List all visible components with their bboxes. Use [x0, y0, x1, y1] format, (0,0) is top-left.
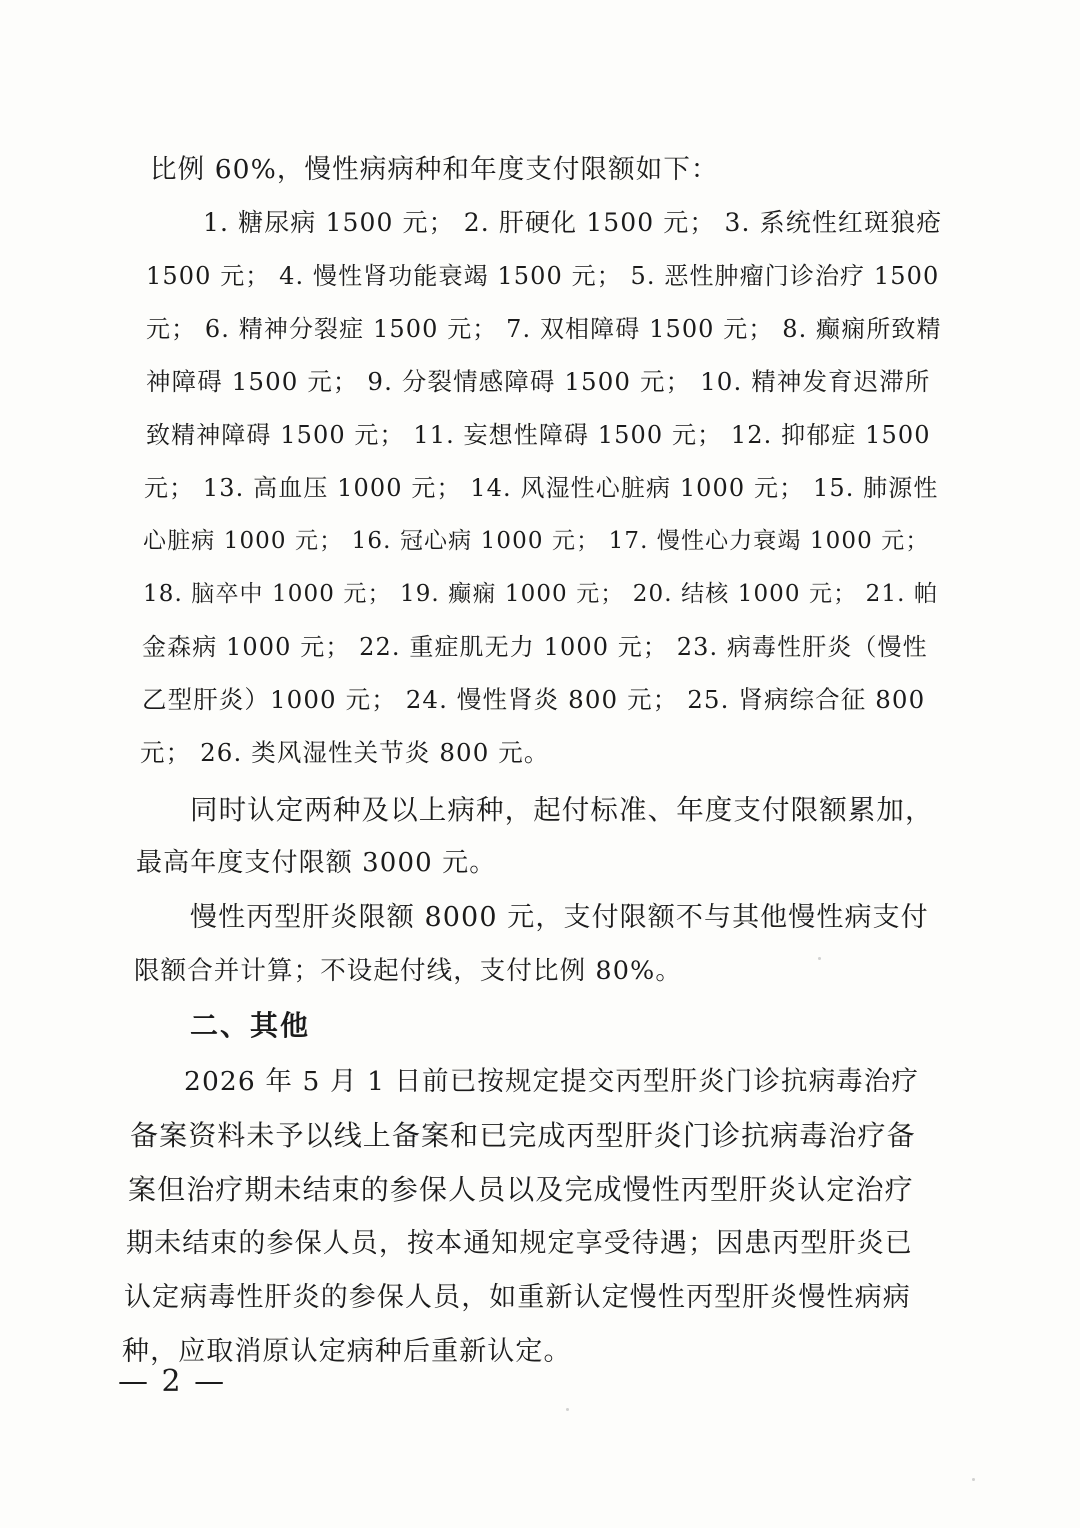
text-line-14: 最高年度支付限额 3000 元。 — [136, 848, 497, 878]
text-line-05: 神障碍 1500 元； 9. 分裂情感障碍 1500 元； 10. 精神发育迟滞所 — [146, 367, 931, 396]
text-line-07: 元； 13. 高血压 1000 元； 14. 风湿性心脏病 1000 元； 15. 肺源性 — [144, 474, 939, 502]
text-line-09: 18. 脑卒中 1000 元； 19. 癫痫 1000 元； 20. 结核 1000 元； 21. 帕 — [143, 581, 939, 607]
text-line-18: 2026 年 5 月 1 日前已按规定提交丙型肝炎门诊抗病毒治疗 — [184, 1066, 919, 1097]
text-line-03: 1500 元； 4. 慢性肾功能衰竭 1500 元； 5. 恶性肿瘤门诊治疗 1500 — [146, 262, 940, 290]
text-line-16: 限额合并计算；不设起付线，支付比例 80%。 — [134, 956, 682, 986]
scan-dot — [818, 957, 821, 960]
text-line-21: 期未结束的参保人员，按本通知规定享受待遇；因患丙型肝炎已 — [126, 1228, 913, 1259]
text-line-01: 比例 60%，慢性病病种和年度支付限额如下： — [150, 154, 719, 185]
page-number: — 2 — — [118, 1364, 227, 1399]
text-line-13: 同时认定两种及以上病种，起付标准、年度支付限额累加， — [190, 794, 934, 826]
text-line-15: 慢性丙型肝炎限额 8000 元，支付限额不与其他慢性病支付 — [190, 902, 929, 933]
text-line-12: 元； 26. 类风湿性关节炎 800 元。 — [140, 738, 550, 767]
text-line-02: 1. 糖尿病 1500 元； 2. 肝硬化 1500 元； 3. 系统性红斑狼疮 — [203, 208, 943, 237]
section-heading: 二、其他 — [190, 1009, 311, 1042]
text-line-10: 金森病 1000 元； 22. 重症肌无力 1000 元； 23. 病毒性肝炎（慢性 — [142, 633, 928, 661]
text-line-19: 备案资料未予以线上备案和已完成丙型肝炎门诊抗病毒治疗备 — [130, 1119, 916, 1152]
text-line-06: 致精神障碍 1500 元； 11. 妄想性障碍 1500 元； 12. 抑郁症 1500 — [146, 421, 931, 449]
text-line-20: 案但治疗期未结束的参保人员以及完成慢性丙型肝炎认定治疗 — [128, 1173, 914, 1206]
text-line-08: 心脏病 1000 元； 16. 冠心病 1000 元； 17. 慢性心力衰竭 1000 元； — [143, 528, 930, 554]
text-line-04: 元； 6. 精神分裂症 1500 元； 7. 双相障碍 1500 元； 8. 癫痫所致精 — [146, 315, 942, 343]
scan-dot — [566, 1408, 569, 1411]
scan-dot — [972, 1478, 975, 1481]
text-line-22: 认定病毒性肝炎的参保人员，如重新认定慢性丙型肝炎慢性病病 — [124, 1282, 911, 1313]
text-line-23: 种，应取消原认定病种后重新认定。 — [122, 1336, 572, 1367]
text-line-11: 乙型肝炎）1000 元； 24. 慢性肾炎 800 元； 25. 肾病综合征 800 — [142, 685, 926, 714]
